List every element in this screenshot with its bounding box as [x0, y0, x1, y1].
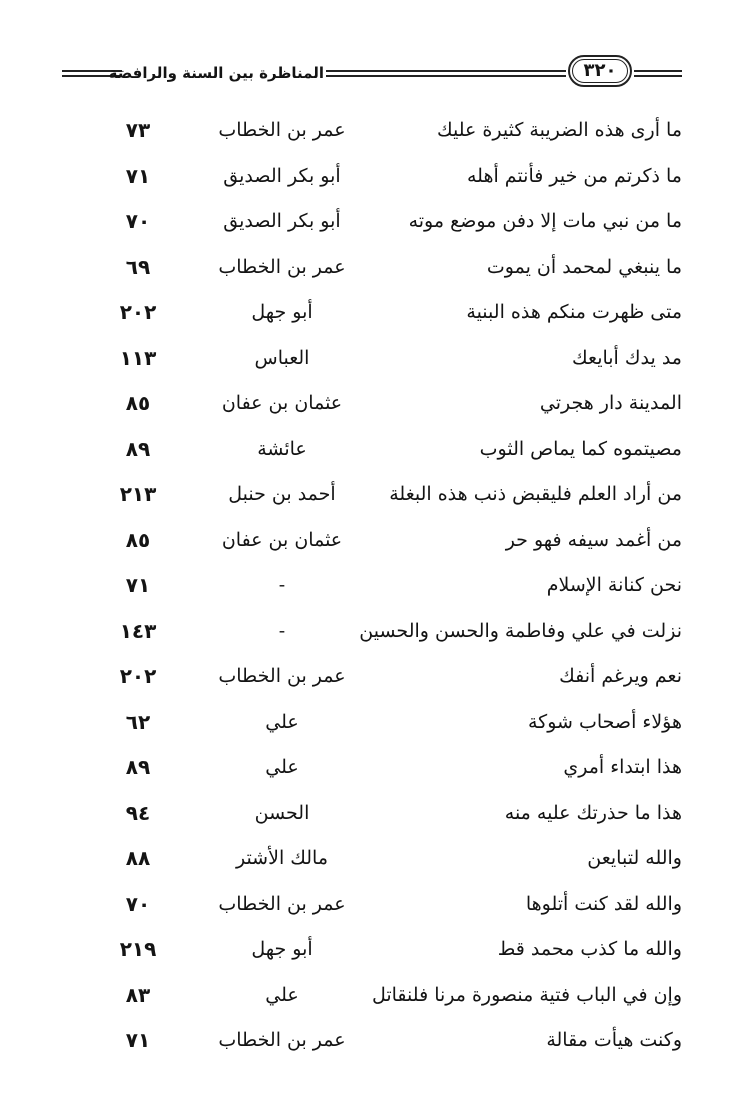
table-row — [0, 1019, 750, 1065]
table-row — [0, 837, 750, 883]
page-ref-cell: ٢٠٢ — [119, 664, 157, 688]
page-ref-cell: ١١٣ — [119, 345, 157, 370]
page-ref-cell: ٨٥ — [125, 527, 151, 552]
page-ref-cell: ٧٣ — [125, 118, 151, 142]
speaker-cell: عمر بن الخطاب — [218, 665, 346, 687]
running-title: المناظرة بين السنة والرافضة — [108, 64, 324, 82]
phrase-cell: وإن في الباب فتية منصورة مرنا فلنقاتل — [371, 983, 682, 1006]
table-row — [0, 610, 750, 656]
table-row — [0, 564, 750, 610]
speaker-cell: عمر بن الخطاب — [218, 892, 346, 915]
table-row — [0, 883, 750, 929]
phrase-cell: هذا ما حذرتك عليه منه — [504, 801, 682, 824]
page-header — [62, 52, 686, 96]
table-row — [0, 200, 750, 246]
speaker-cell: عمر بن الخطاب — [218, 255, 346, 278]
page-ref-cell: ٢١٣ — [119, 482, 157, 506]
speaker-cell: الحسن — [254, 801, 310, 824]
speaker-cell: عمر بن الخطاب — [218, 1029, 346, 1051]
page-ref-cell: ٧٠ — [125, 891, 151, 916]
speaker-cell: عثمان بن عفان — [221, 528, 343, 551]
table-row — [0, 109, 750, 155]
page-ref-cell: ٧١ — [125, 163, 151, 188]
speaker-cell: - — [278, 619, 286, 642]
index-table — [0, 109, 750, 1065]
speaker-cell: أحمد بن حنبل — [228, 483, 336, 505]
speaker-cell: أبو بكر الصديق — [223, 164, 341, 187]
phrase-cell: نعم ويرغم أنفك — [559, 665, 682, 687]
table-row — [0, 746, 750, 792]
speaker-cell: علي — [265, 983, 299, 1006]
table-row — [0, 155, 750, 201]
table-row — [0, 473, 750, 519]
phrase-cell: ما ينبغي لمحمد أن يموت — [486, 255, 682, 278]
table-row — [0, 655, 750, 701]
table-row — [0, 291, 750, 337]
phrase-cell: هؤلاء أصحاب شوكة — [527, 710, 682, 733]
page-ref-cell: ٩٤ — [125, 800, 151, 825]
phrase-cell: مد يدك أبايعك — [572, 346, 682, 369]
phrase-cell: من أراد العلم فليقبض ذنب هذه البغلة — [389, 483, 682, 505]
speaker-cell: العباس — [254, 346, 310, 369]
page-ref-cell: ١٤٣ — [119, 618, 157, 643]
table-row — [0, 974, 750, 1020]
speaker-cell: عثمان بن عفان — [221, 392, 343, 414]
page-ref-cell: ٢١٩ — [119, 937, 157, 961]
table-row — [0, 928, 750, 974]
phrase-cell: هذا ابتداء أمري — [563, 756, 682, 778]
phrase-cell: مصيتموه كما يماص الثوب — [479, 437, 682, 460]
phrase-cell: ما من نبي مات إلا دفن موضع موته — [408, 210, 682, 232]
page-ref-cell: ٢٠٢ — [119, 300, 157, 324]
table-row — [0, 519, 750, 565]
speaker-cell: أبو جهل — [251, 938, 313, 960]
table-row — [0, 337, 750, 383]
phrase-cell: والله لتبايعن — [587, 847, 682, 869]
speaker-cell: علي — [265, 710, 299, 733]
header-rule-middle — [326, 70, 566, 77]
speaker-cell: أبو جهل — [251, 301, 313, 323]
phrase-cell: المدينة دار هجرتي — [539, 392, 682, 414]
speaker-cell: عائشة — [257, 437, 307, 460]
speaker-cell: عمر بن الخطاب — [218, 119, 346, 141]
header-rule-right — [634, 70, 682, 77]
page-ref-cell: ٧١ — [125, 573, 151, 597]
phrase-cell: ما ذكرتم من خير فأنتم أهله — [466, 164, 682, 187]
page-number-badge — [568, 55, 632, 87]
page-ref-cell: ٦٢ — [125, 709, 151, 734]
phrase-cell: وكنت هيأت مقالة — [546, 1029, 682, 1051]
phrase-cell: والله لقد كنت أتلوها — [525, 892, 682, 915]
table-row — [0, 428, 750, 474]
page-ref-cell: ٨٩ — [125, 436, 151, 461]
phrase-cell: نزلت في علي وفاطمة والحسن والحسين — [359, 619, 682, 642]
speaker-cell: أبو بكر الصديق — [223, 210, 341, 232]
phrase-cell: والله ما كذب محمد قط — [497, 938, 682, 960]
table-row — [0, 701, 750, 747]
speaker-cell: - — [278, 574, 286, 596]
page-ref-cell: ٨٥ — [125, 391, 151, 415]
phrase-cell: متى ظهرت منكم هذه البنية — [466, 301, 682, 323]
page-ref-cell: ٨٨ — [125, 846, 151, 870]
speaker-cell: مالك الأشتر — [235, 847, 329, 869]
table-row — [0, 382, 750, 428]
speaker-cell: علي — [265, 756, 299, 778]
page-ref-cell: ٨٩ — [125, 755, 151, 779]
phrase-cell: من أغمد سيفه فهو حر — [505, 528, 682, 551]
table-row — [0, 792, 750, 838]
page-ref-cell: ٨٣ — [125, 982, 151, 1007]
page-ref-cell: ٦٩ — [125, 254, 151, 279]
phrase-cell: ما أرى هذه الضريبة كثيرة عليك — [437, 119, 682, 141]
page-number: ٣٢٠ — [583, 60, 617, 81]
phrase-cell: نحن كنانة الإسلام — [546, 574, 682, 596]
page-ref-cell: ٧١ — [125, 1028, 151, 1052]
page-ref-cell: ٧٠ — [125, 209, 151, 233]
table-row — [0, 246, 750, 292]
